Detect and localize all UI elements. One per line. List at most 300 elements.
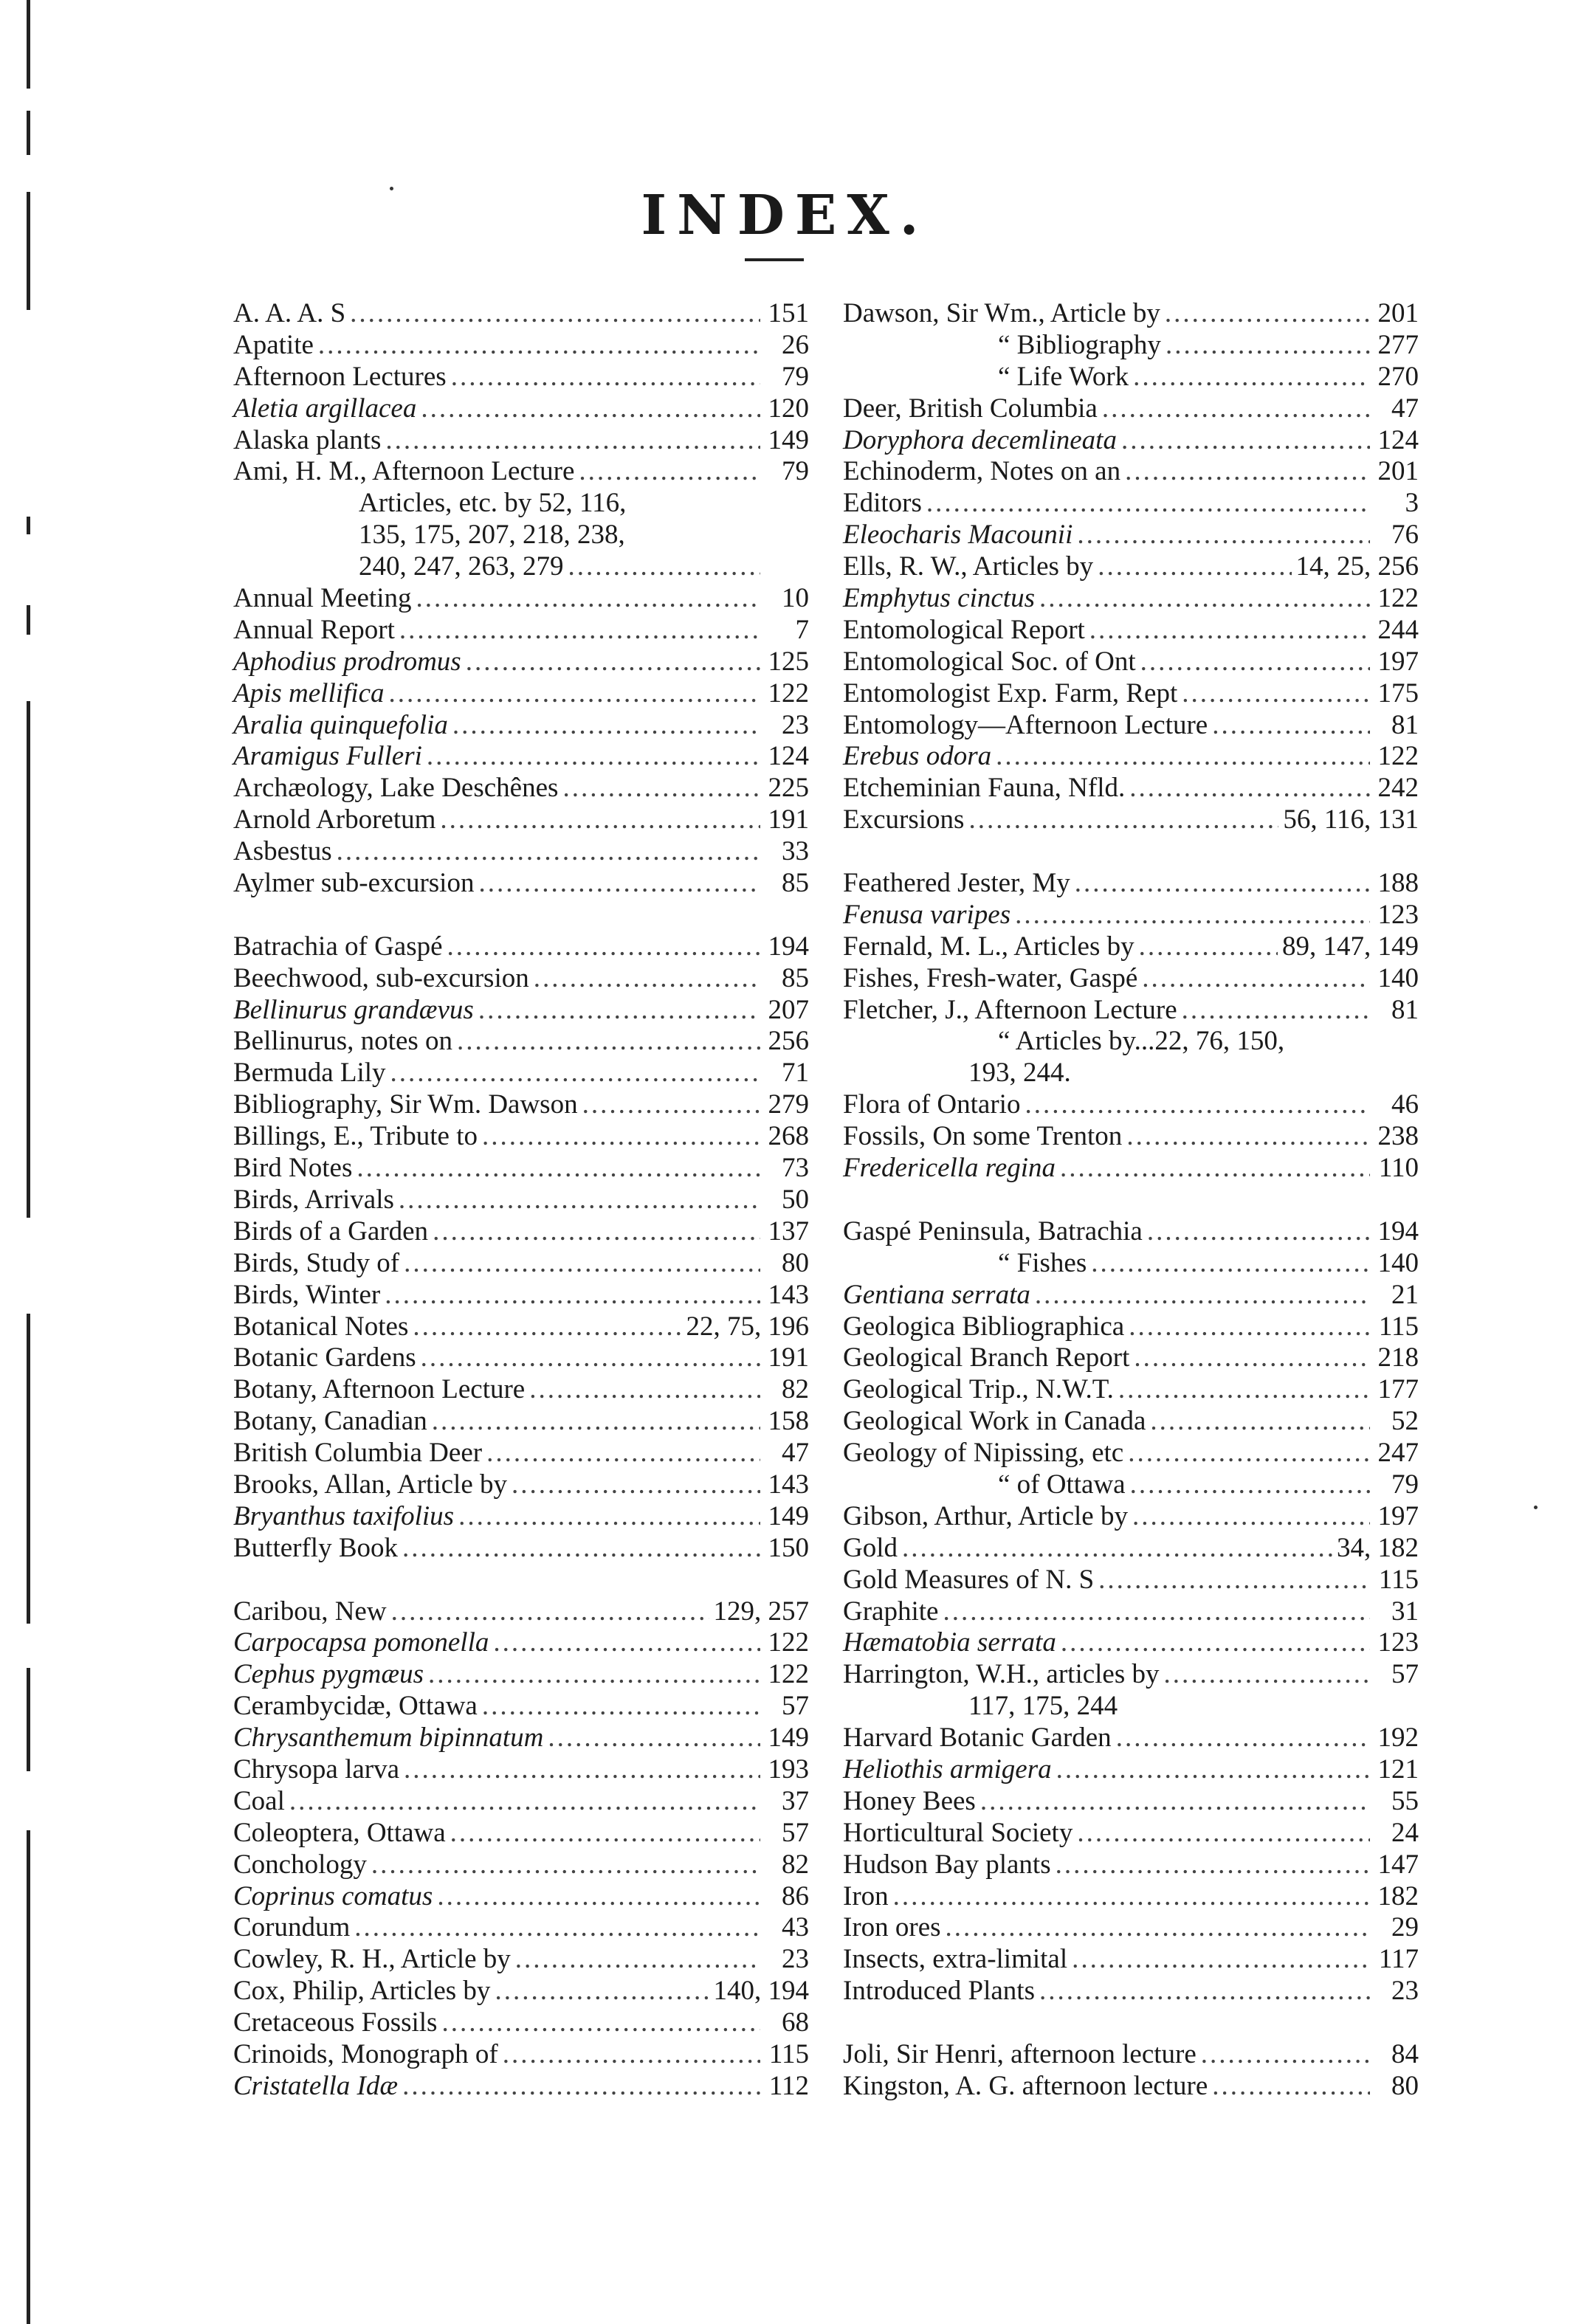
entry-term: Archæology, Lake Deschênes bbox=[233, 773, 559, 804]
entry-term: Flora of Ontario bbox=[843, 1089, 1021, 1120]
entry-pages: 151 bbox=[768, 298, 809, 328]
entry-pages: 120 bbox=[768, 393, 809, 424]
index-entry bbox=[233, 456, 809, 488]
index-entry bbox=[233, 836, 809, 868]
entry-pages: 10 bbox=[782, 583, 809, 614]
page-title: INDEX. bbox=[641, 184, 929, 247]
index-entry bbox=[233, 1311, 809, 1343]
leader-dots bbox=[1015, 900, 1370, 931]
entry-term: Birds, Study of bbox=[233, 1247, 400, 1278]
entry-pages: 137 bbox=[768, 1216, 809, 1247]
entry-pages: 268 bbox=[768, 1121, 809, 1152]
entry-pages: 124 bbox=[1377, 424, 1419, 455]
entry-term: Annual Report bbox=[233, 614, 395, 645]
entry-pages: 79 bbox=[1391, 1469, 1419, 1500]
entry-pages: 7 bbox=[795, 614, 809, 645]
entry-pages: 140, 194 bbox=[713, 1976, 809, 2007]
leader-dots bbox=[1212, 2071, 1370, 2103]
index-entry bbox=[843, 1469, 1419, 1501]
entry-term: Alaska plants bbox=[233, 424, 382, 455]
entry-pages: 23 bbox=[782, 1944, 809, 1975]
index-entry bbox=[233, 1406, 809, 1438]
leader-dots bbox=[427, 741, 760, 773]
index-entry bbox=[233, 1469, 809, 1501]
entry-pages: 57 bbox=[782, 1817, 809, 1848]
entry-pages: 201 bbox=[1377, 298, 1419, 328]
entry-pages: 55 bbox=[1391, 1785, 1419, 1816]
entry-term: Coprinus comatus bbox=[233, 1880, 433, 1911]
index-entry bbox=[233, 1976, 809, 2007]
entry-term: Bibliography, Sir Wm. Dawson bbox=[233, 1089, 578, 1120]
index-entry bbox=[843, 298, 1419, 330]
entry-term: Carpocapsa pomonella bbox=[233, 1627, 489, 1658]
index-entry bbox=[843, 646, 1419, 678]
entry-term: Geologica Bibliographica bbox=[843, 1311, 1125, 1342]
entry-term: Kingston, A. G. afternoon lecture bbox=[843, 2070, 1208, 2101]
entry-term: Fletcher, J., Afternoon Lecture bbox=[843, 994, 1177, 1025]
entry-pages: 89, 147, 149 bbox=[1282, 931, 1419, 962]
entry-term: Cerambycidæ, Ottawa bbox=[233, 1691, 478, 1722]
entry-pages: 191 bbox=[768, 804, 809, 835]
speck bbox=[1534, 1506, 1538, 1509]
entry-pages: 270 bbox=[1377, 361, 1419, 392]
index-entry bbox=[843, 1596, 1419, 1628]
index-entry bbox=[843, 741, 1419, 773]
entry-pages: 29 bbox=[1391, 1912, 1419, 1943]
entry-term: Fredericella regina bbox=[843, 1153, 1056, 1184]
leader-dots bbox=[1133, 362, 1370, 393]
entry-term: Geology of Nipissing, etc bbox=[843, 1438, 1124, 1469]
entry-term: Echinoderm, Notes on an bbox=[843, 456, 1121, 487]
leader-dots bbox=[946, 1912, 1370, 1944]
entry-term: Ells, R. W., Articles by bbox=[843, 551, 1094, 582]
index-entry bbox=[233, 995, 809, 1027]
index-entry bbox=[233, 1691, 809, 1723]
index-entry bbox=[233, 963, 809, 995]
entry-pages: 115 bbox=[1378, 1311, 1419, 1342]
entry-pages: 112 bbox=[768, 2070, 809, 2101]
leader-dots bbox=[1056, 1754, 1370, 1786]
leader-dots bbox=[486, 1438, 760, 1469]
entry-term: “ Articles by...22, 76, 150, bbox=[998, 1026, 1285, 1057]
entry-pages: 194 bbox=[1377, 1216, 1419, 1247]
entry-term: Bermuda Lily bbox=[233, 1058, 386, 1089]
leader-dots bbox=[390, 1058, 760, 1089]
entry-term: Gold Measures of N. S bbox=[843, 1564, 1095, 1595]
index-entry bbox=[843, 1406, 1419, 1438]
leader-dots bbox=[478, 868, 760, 900]
leader-dots bbox=[354, 1912, 760, 1944]
entry-term: Feathered Jester, My bbox=[843, 868, 1070, 899]
leader-dots bbox=[943, 1596, 1370, 1628]
index-entry bbox=[233, 1342, 809, 1374]
leader-dots bbox=[413, 1311, 681, 1343]
scan-page-edge bbox=[27, 0, 31, 2324]
entry-term: Aralia quinquefolia bbox=[233, 709, 448, 740]
index-entry bbox=[843, 1723, 1419, 1754]
index-entry bbox=[843, 1089, 1419, 1121]
leader-dots bbox=[452, 710, 760, 742]
entry-term: Entomological Soc. of Ont bbox=[843, 646, 1136, 677]
index-entry bbox=[233, 1881, 809, 1913]
entry-term: A. A. A. S bbox=[233, 298, 346, 328]
entry-term: Erebus odora bbox=[843, 741, 992, 772]
index-entry bbox=[233, 298, 809, 330]
index-entry bbox=[843, 1754, 1419, 1786]
entry-pages: 24 bbox=[1391, 1817, 1419, 1848]
entry-term: Emphytus cinctus bbox=[843, 583, 1035, 614]
entry-term: Birds, Arrivals bbox=[233, 1184, 394, 1215]
leader-dots bbox=[1035, 1280, 1370, 1311]
leader-dots bbox=[402, 1533, 760, 1565]
leader-dots bbox=[1130, 1469, 1370, 1501]
leader-dots bbox=[441, 2007, 760, 2039]
index-entry bbox=[233, 1089, 809, 1121]
entry-pages: 115 bbox=[1378, 1564, 1419, 1595]
entry-term: Heliothis armigera bbox=[843, 1754, 1052, 1785]
entry-term: Coleoptera, Ottawa bbox=[233, 1817, 446, 1848]
entry-pages: 191 bbox=[768, 1342, 809, 1373]
index-entry bbox=[233, 678, 809, 710]
leader-dots bbox=[447, 931, 760, 963]
entry-pages: 122 bbox=[768, 1659, 809, 1690]
entry-term: Cox, Philip, Articles by bbox=[233, 1976, 491, 2007]
leader-dots bbox=[440, 804, 760, 836]
entry-term: Caribou, New bbox=[233, 1596, 387, 1627]
entry-term: Corundum bbox=[233, 1912, 351, 1943]
leader-dots bbox=[1039, 1976, 1370, 2007]
entry-pages: 125 bbox=[768, 646, 809, 677]
index-entry bbox=[843, 1944, 1419, 1976]
entry-pages: 110 bbox=[1378, 1153, 1419, 1184]
leader-dots bbox=[385, 1280, 760, 1311]
index-entry bbox=[843, 1311, 1419, 1343]
entry-term: Coal bbox=[233, 1785, 285, 1816]
index-entry bbox=[843, 900, 1419, 931]
leader-dots bbox=[1077, 520, 1370, 551]
index-entry bbox=[843, 678, 1419, 710]
leader-dots bbox=[1098, 551, 1291, 583]
index-entry bbox=[843, 1533, 1419, 1565]
leader-dots bbox=[582, 1089, 760, 1121]
entry-term: Etcheminian Fauna, Nfld. bbox=[843, 773, 1126, 804]
entry-pages: 85 bbox=[782, 962, 809, 993]
leader-dots bbox=[515, 1944, 760, 1976]
entry-term: Conchology bbox=[233, 1849, 367, 1880]
index-entry bbox=[233, 2007, 809, 2039]
index-entry bbox=[843, 1818, 1419, 1849]
leader-dots bbox=[548, 1723, 760, 1754]
entry-term: Botany, Canadian bbox=[233, 1406, 427, 1437]
index-entry bbox=[843, 488, 1419, 520]
leader-dots bbox=[1025, 1089, 1370, 1121]
leader-dots bbox=[926, 488, 1370, 520]
entry-term: Eleocharis Macounii bbox=[843, 520, 1073, 551]
leader-dots bbox=[399, 615, 760, 646]
leader-dots bbox=[428, 1659, 760, 1691]
index-entry bbox=[843, 1153, 1419, 1185]
leader-dots bbox=[1039, 583, 1370, 615]
index-entry bbox=[843, 1786, 1419, 1818]
entry-pages: 129, 257 bbox=[713, 1596, 809, 1627]
entry-term: Afternoon Lectures bbox=[233, 361, 447, 392]
entry-pages: 3 bbox=[1405, 488, 1419, 519]
entry-pages: 147 bbox=[1377, 1849, 1419, 1880]
index-entry bbox=[843, 1849, 1419, 1881]
index-entry bbox=[233, 646, 809, 678]
entry-term: Aphodius prodromus bbox=[233, 646, 461, 677]
index-entry bbox=[843, 1976, 1419, 2007]
entry-pages: 115 bbox=[768, 2038, 809, 2069]
index-entry bbox=[233, 1754, 809, 1786]
entry-pages: 84 bbox=[1391, 2038, 1419, 2069]
leader-dots bbox=[357, 1153, 760, 1185]
entry-pages: 123 bbox=[1377, 899, 1419, 930]
leader-dots bbox=[1102, 393, 1370, 425]
leader-dots bbox=[450, 1818, 760, 1849]
entry-pages: 47 bbox=[782, 1438, 809, 1469]
entry-term: Cephus pygmæus bbox=[233, 1659, 424, 1690]
entry-term: Annual Meeting bbox=[233, 583, 412, 614]
leader-dots bbox=[1091, 1248, 1370, 1280]
leader-dots bbox=[1061, 1627, 1370, 1659]
index-entry bbox=[233, 1659, 809, 1691]
leader-dots bbox=[1125, 456, 1370, 488]
index-entry bbox=[233, 1501, 809, 1533]
entry-pages: 149 bbox=[768, 1500, 809, 1531]
entry-pages: 52 bbox=[1391, 1406, 1419, 1437]
entry-term: Harvard Botanic Garden bbox=[843, 1723, 1112, 1754]
index-entry bbox=[233, 1944, 809, 1976]
leader-dots bbox=[1121, 425, 1370, 457]
entry-pages: 123 bbox=[1377, 1627, 1419, 1658]
leader-dots bbox=[1147, 1216, 1370, 1248]
entry-pages: 21 bbox=[1391, 1279, 1419, 1310]
index-entry bbox=[233, 2039, 809, 2071]
entry-term: British Columbia Deer bbox=[233, 1438, 483, 1469]
entry-pages: 121 bbox=[1377, 1754, 1419, 1785]
index-entry bbox=[843, 1342, 1419, 1374]
index-entry bbox=[843, 1248, 1419, 1280]
entry-term: Brooks, Allan, Article by bbox=[233, 1469, 507, 1500]
entry-term: Chrysopa larva bbox=[233, 1754, 400, 1785]
entry-term: Horticultural Society bbox=[843, 1817, 1073, 1848]
entry-term: Harrington, W.H., articles by bbox=[843, 1659, 1160, 1690]
leader-dots bbox=[512, 1469, 760, 1501]
leader-dots bbox=[402, 2071, 760, 2103]
entry-term: Butterfly Book bbox=[233, 1532, 399, 1563]
entry-term: Botany, Afternoon Lecture bbox=[233, 1374, 526, 1405]
entry-pages: 150 bbox=[768, 1532, 809, 1563]
leader-dots bbox=[893, 1881, 1370, 1913]
index-entry bbox=[233, 1153, 809, 1185]
entry-pages: 57 bbox=[1391, 1659, 1419, 1690]
entry-pages: 33 bbox=[782, 836, 809, 867]
index-entry bbox=[233, 393, 809, 425]
leader-dots bbox=[980, 1786, 1370, 1818]
entry-pages: 242 bbox=[1377, 773, 1419, 804]
entry-term: Birds of a Garden bbox=[233, 1216, 429, 1247]
entry-pages: 26 bbox=[782, 329, 809, 360]
index-entry bbox=[843, 362, 1419, 393]
entry-term: Arnold Arboretum bbox=[233, 804, 436, 835]
entry-term: 117, 175, 244 bbox=[968, 1691, 1118, 1722]
index-entry bbox=[843, 520, 1419, 551]
index-entry bbox=[233, 1533, 809, 1565]
entry-term: Iron ores bbox=[843, 1912, 941, 1943]
leader-dots bbox=[289, 1786, 760, 1818]
entry-pages: 207 bbox=[768, 994, 809, 1025]
leader-dots bbox=[1201, 2039, 1370, 2071]
entry-term: Insects, extra-limital bbox=[843, 1944, 1068, 1975]
leader-dots bbox=[1116, 1723, 1370, 1754]
leader-dots bbox=[404, 1248, 760, 1280]
entry-pages: 50 bbox=[782, 1184, 809, 1215]
entry-term: Geological Trip., N.W.T. bbox=[843, 1374, 1114, 1405]
index-entry bbox=[233, 488, 809, 520]
entry-pages: 79 bbox=[782, 456, 809, 487]
entry-term: Botanic Gardens bbox=[233, 1342, 416, 1373]
entry-term: Cretaceous Fossils bbox=[233, 2007, 438, 2038]
index-entry bbox=[843, 425, 1419, 457]
entry-term: Hudson Bay plants bbox=[843, 1849, 1051, 1880]
entry-pages: 23 bbox=[782, 709, 809, 740]
index-entry bbox=[843, 1912, 1419, 1944]
entry-pages: 43 bbox=[782, 1912, 809, 1943]
leader-dots bbox=[1089, 615, 1370, 646]
index-entry bbox=[843, 710, 1419, 742]
entry-term: Apatite bbox=[233, 329, 314, 360]
entry-pages: 175 bbox=[1377, 677, 1419, 708]
entry-pages: 149 bbox=[768, 1723, 809, 1754]
index-entry bbox=[233, 1248, 809, 1280]
index-entry bbox=[233, 1627, 809, 1659]
entry-pages: 279 bbox=[768, 1089, 809, 1120]
leader-dots bbox=[478, 995, 760, 1027]
index-entry bbox=[233, 2071, 809, 2103]
leader-dots bbox=[350, 298, 760, 330]
entry-term: Fenusa varipes bbox=[843, 899, 1011, 930]
index-entry bbox=[233, 773, 809, 804]
entry-term: Graphite bbox=[843, 1596, 939, 1627]
entry-term: Gentiana serrata bbox=[843, 1279, 1030, 1310]
index-entry bbox=[843, 456, 1419, 488]
index-entry bbox=[843, 1691, 1419, 1723]
entry-term: Batrachia of Gaspé bbox=[233, 931, 443, 962]
leader-dots bbox=[1165, 298, 1370, 330]
leader-dots bbox=[389, 678, 761, 710]
leader-dots bbox=[1075, 868, 1370, 900]
index-entry bbox=[233, 804, 809, 836]
leader-dots bbox=[391, 1596, 709, 1628]
index-entry bbox=[843, 583, 1419, 615]
index-entry bbox=[843, 1659, 1419, 1691]
entry-term: Entomology—Afternoon Lecture bbox=[843, 709, 1208, 740]
leader-dots bbox=[318, 330, 760, 362]
index-entry bbox=[233, 583, 809, 615]
index-entry bbox=[843, 330, 1419, 362]
entry-pages: 247 bbox=[1377, 1438, 1419, 1469]
entry-term: Bellinurus grandævus bbox=[233, 994, 474, 1025]
entry-term: Gold bbox=[843, 1532, 898, 1563]
entry-pages: 143 bbox=[768, 1279, 809, 1310]
entry-term: Dawson, Sir Wm., Article by bbox=[843, 298, 1160, 328]
leader-dots bbox=[399, 1185, 760, 1216]
leader-dots bbox=[493, 1627, 760, 1659]
entry-pages: 218 bbox=[1377, 1342, 1419, 1373]
index-entry bbox=[233, 1374, 809, 1406]
entry-pages: 197 bbox=[1377, 646, 1419, 677]
entry-pages: 182 bbox=[1377, 1880, 1419, 1911]
entry-pages: 14, 25, 256 bbox=[1295, 551, 1419, 582]
entry-pages: 82 bbox=[782, 1849, 809, 1880]
entry-pages: 71 bbox=[782, 1058, 809, 1089]
leader-dots bbox=[503, 2039, 760, 2071]
leader-dots bbox=[1142, 963, 1370, 995]
leader-dots bbox=[421, 1342, 760, 1374]
index-entry bbox=[233, 330, 809, 362]
index-entry bbox=[233, 1849, 809, 1881]
entry-term: Joli, Sir Henri, afternoon lecture bbox=[843, 2038, 1197, 2069]
entry-pages: 158 bbox=[768, 1406, 809, 1437]
entry-term: 193, 244. bbox=[968, 1058, 1071, 1089]
leader-dots bbox=[495, 1976, 709, 2007]
entry-pages: 73 bbox=[782, 1153, 809, 1184]
leader-dots bbox=[337, 836, 760, 868]
entry-pages: 122 bbox=[768, 1627, 809, 1658]
entry-term: Crinoids, Monograph of bbox=[233, 2038, 498, 2069]
entry-term: Fishes, Fresh-water, Gaspé bbox=[843, 962, 1138, 993]
index-entry bbox=[843, 931, 1419, 963]
index-entry bbox=[843, 1026, 1419, 1058]
entry-term: Entomological Report bbox=[843, 614, 1085, 645]
leader-dots bbox=[457, 1026, 760, 1058]
entry-term: Entomologist Exp. Farm, Rept bbox=[843, 677, 1178, 708]
index-entry bbox=[233, 551, 809, 583]
entry-term: Ami, H. M., Afternoon Lecture bbox=[233, 456, 575, 487]
entry-pages: 117 bbox=[1378, 1944, 1419, 1975]
leader-dots bbox=[1139, 931, 1278, 963]
entry-pages: 238 bbox=[1377, 1121, 1419, 1152]
title-rule bbox=[745, 258, 804, 261]
leader-dots bbox=[1129, 773, 1370, 804]
leader-dots bbox=[1150, 1406, 1370, 1438]
entry-pages: 82 bbox=[782, 1374, 809, 1405]
entry-pages: 122 bbox=[1377, 583, 1419, 614]
index-entry bbox=[233, 1280, 809, 1311]
entry-term: Cowley, R. H., Article by bbox=[233, 1944, 511, 1975]
entry-term: Aramigus Fulleri bbox=[233, 741, 422, 772]
entry-term: 240, 247, 263, 279 bbox=[359, 551, 564, 582]
index-entry bbox=[233, 1723, 809, 1754]
entry-pages: 37 bbox=[782, 1785, 809, 1816]
leader-dots bbox=[1134, 1342, 1370, 1374]
entry-pages: 143 bbox=[768, 1469, 809, 1500]
index-entry bbox=[843, 2039, 1419, 2071]
leader-dots bbox=[432, 1406, 760, 1438]
entry-term: Apis mellifica bbox=[233, 677, 385, 708]
section-gap bbox=[843, 1185, 1419, 1216]
leader-dots bbox=[404, 1754, 760, 1786]
entry-term: Geological Work in Canada bbox=[843, 1406, 1146, 1437]
entry-pages: 68 bbox=[782, 2007, 809, 2038]
entry-term: Bryanthus taxifolius bbox=[233, 1500, 455, 1531]
index-entry bbox=[233, 931, 809, 963]
index-entry bbox=[843, 1627, 1419, 1659]
leader-dots bbox=[579, 456, 760, 488]
index-entry bbox=[233, 1786, 809, 1818]
index-entry bbox=[843, 868, 1419, 900]
